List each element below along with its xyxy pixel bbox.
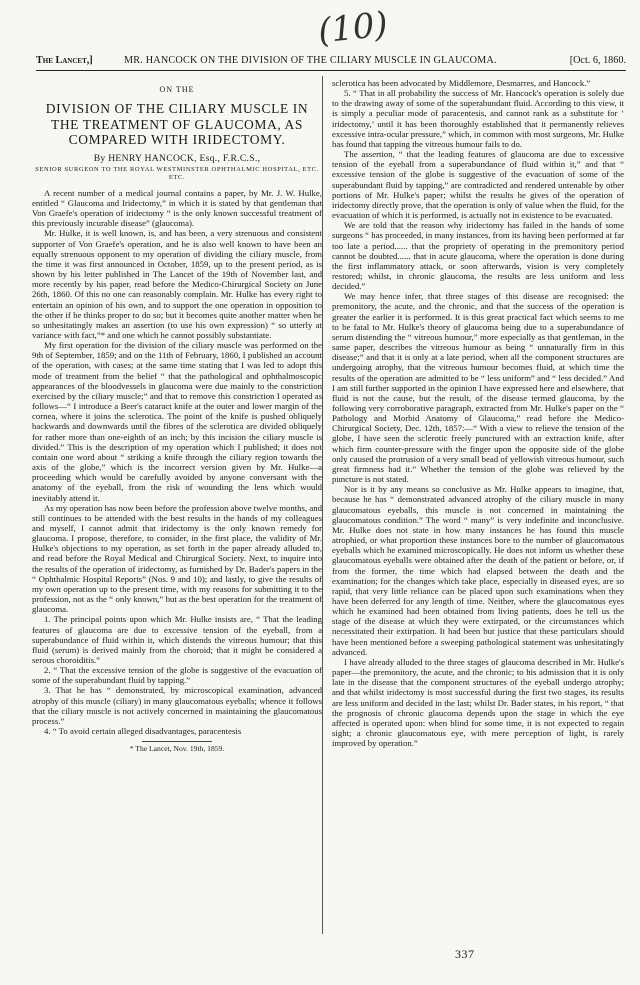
- paragraph: 5. “ That in all probability the success of Mr. Hancock's operation is solely due to the drawing away of some of the superabundant fluid. According to this view, it is simply a peculiar mode of paracentesis, and cannot rank as a substitute for ‘ iridectomy,’ until it has been thoroughly established that it permanently relieves excessive intra-ocular pressure,” which, in common with most surgeons, Mr. Hulke has found that tapping the vitreous humour fails to do.: [332, 88, 624, 149]
- footnote-rule: [142, 741, 212, 742]
- paragraph: Mr. Hulke, it is well known, is, and has been, a very strenuous and consistent supporter of Von Graefe's operation, and he is also well known to have been an equally strenuous opponent to my operation of dividing the ciliary muscle, from the time it was first announced in October, 1859, up to the present period, as is shown by his letter published in The Lancet of the 19th of November last, and more recently by his paper, read before the Medico-Chirurgical Society on June 26th, 1860. Of this no one can reasonably complain. Mr. Hulke has every right to entertain an opinion of his own, and to support the one operation in opposition to the other if he thinks proper to do so; but it becomes quite another matter when he so unhesitatingly makes an assertion (to use his own expression) “ so utterly at variance with fact,”* and one which he cannot possibly substantiate.: [32, 228, 322, 340]
- article-author: By HENRY HANCOCK, Esq., F.R.C.S.,: [93, 152, 261, 164]
- article-prefix: ON THE: [159, 85, 195, 94]
- author-affiliation: SENIOR SURGEON TO THE ROYAL WESTMINSTER OPHTHALMIC HOSPITAL, ETC. ETC.: [35, 165, 319, 181]
- paragraph: My first operation for the division of the ciliary muscle was performed on the 9th of September, 1859; and on the 11th of February, 1860, I published an account of the operation, with cases; at the same time stating that I was led to adopt this mode of treatment from the belief “ that the pathological and ophthalmoscopic appearances of the bloodvessels in glaucoma were due mainly to the constriction exercised by the ciliary muscle;” and that to remove this constriction I operated as follows—“ I introduce a Beer's cataract knife at the outer and lower margin of the cornea, where it joins the sclerotica. The point of the knife is pushed obliquely backwards and downwards until the fibres of the sclerotica are divided obliquely for rather more than one-eighth of an inch; by this incision the ciliary muscle is divided.” This is the description of my operation which I published; it does not contain one word about “ striking a knife through the ciliary region towards the axis of the globe,” which is the incorrect version given by Mr. Hulke—a proceeding which would be carefully avoided by anyone conversant with the anatomy of the eyeball, from the risk of wounding the lens which would inevitably attend it.: [32, 340, 322, 503]
- left-column: [32, 78, 322, 754]
- paragraph: 4. “ To avoid certain alleged disadvantages, paracentesis: [44, 726, 242, 737]
- paragraph: 1. The principal points upon which Mr. Hulke insists are, “ That the leading features of glaucoma are due to excessive tension of the eyeball, from a superabundance of fluid within it, which distends the vitreous humour; that this fluid (serum) is derived mainly from the choroid; that it might be considered a serous choroiditis.”: [32, 614, 322, 665]
- right-column: [332, 78, 624, 748]
- header-title: MR. HANCOCK ON THE DIVISION OF THE CILIARY MUSCLE IN GLAUCOMA.: [124, 55, 497, 66]
- article-title: DIVISION OF THE CILIARY MUSCLE IN THE TREATMENT OF GLAUCOMA, AS COMPARED WITH IRIDECTOMY.: [45, 101, 309, 148]
- header-journal: The Lancet,]: [36, 55, 93, 66]
- paragraph: sclerotica has been advocated by Middlemore, Desmarres, and Hancock.”: [332, 78, 591, 88]
- handwritten-folio-mark: (10): [316, 4, 390, 52]
- paragraph: Nor is it by any means so conclusive as Mr. Hulke appears to imagine, that, because he has “ demonstrated advanced atrophy of the ciliary muscle in many glaucomatous eyeballs, this muscle is not concerned in maintaining the glaucomatous condition.” The word “ many” is very indefinite and inconclusive. Mr. Hulke does not state in how many instances he has found this muscle atrophied, or what proportion these instances bore to the number of glaucomatous eyeballs which he examined microscopically. He does not inform us whether these glaucomatous eyeballs were obtained after the death of the patient or before, or, if from the former, the time which had elapsed between the death and the examination; for the changes which take place, especially in diseased eyes, are so rapid, that very little reliance can be placed upon such examinations when they have been deferred for any length of time. Neither, where the glaucomatous eyes which he examined had been obtained from living patients, does he tell us the stage of the disease at which they were extirpated, or the circumstances which necessitated their extirpation. It had been but justice that these particulars should have been mentioned before a sweeping pathological statement was unhesitatingly advanced.: [332, 484, 624, 657]
- paragraph: The assertion, “ that the leading features of glaucoma are due to excessive tension of the eyeball from a superabundance of fluid within it,” and that “ excessive tension of the globe is suggestive of the evacuation of some of the superabundant fluid by tapping,” are contradicted and rendered untenable by other portions of Mr. Hulke's paper; whilst the results he gives of the operation of iridectomy directly prove, that the operation is only of value when the fluid, for the evacuation of which it is performed, is actually not in existence to be evacuated.: [332, 149, 624, 221]
- header-date: [Oct. 6, 1860.: [569, 55, 626, 66]
- paragraph: We may hence infer, that three stages of this disease are recognised: the premonitory, the acute, and the chronic, and that the success of the operation is greater the earlier it is performed. It is this great practical fact which seems to me to be fatal to Mr. Hulke's theory of glaucoma being due to a superabundance of serum distending the “ vitreous humour,” more especially as that gentleman, in the same paper, describes the vitreous humour as being “ unnaturally firm in this disease;” and that it is only at a late period, when all the component structures are undergoing atrophy, that the vitreous humour becomes fluid, at which time the results of the operation are admitted to be “ less uniform” and “ less decided.” And I am still further supported in the opinion I have expressed here and elsewhere, that fluid is not the cause, but the result, of the disease termed glaucoma, by the following very corroborative paragraph, extracted from Mr. Hulke's paper on the “ Pathology and Morbid Anatomy of Glaucoma,” read before the Medico-Chirurgical Society, Dec. 12th, 1857:—“ With a view to relieve the tension of the globe, I have seen the sclerotic freely punctured with an extraction knife, after which firm counter-pressure with the finger upon the opposite side of the globe only caused the protrusion of a very small bead of yellowish vitreous humour, such great firmness had it.” Whether the tension of the globe was relieved by the puncture is not stated.: [332, 291, 624, 485]
- column-divider: [322, 76, 323, 934]
- page-number: 337: [455, 947, 475, 961]
- paragraph: I have already alluded to the three stages of glaucoma described in Mr. Hulke's paper—the premonitory, the acute, and the chronic; to his admission that it is only late in the disease that the component structures of the eyeball undergo atrophy; and that whilst iridectomy is most successful during the first two stages, its results are less uniform and decided in the last; whilst Dr. Bader states, in his report, “ that the prognosis of chronic glaucoma depends upon the stage in which the eye affected is operated upon: when blind for some time, it is not expected to regain sight; a chronic glaucomatous eye, with mere perception of light, is rarely improved by operation.”: [332, 656, 624, 749]
- paragraph: We are told that the reason why iridectomy has failed in the hands of some surgeons “ has proceeded, in many instances, from its having been performed at far too late a period...... that the propriety of operating in the premonitory period cannot be doubted...... that in acute glaucoma, where the operation is done during the first inflammatory attack, or soon afterwards, vision is very completely restored; whilst, in chronic glaucoma, the results are less uniform and less decided.”: [332, 220, 624, 292]
- running-header: [36, 52, 626, 71]
- paragraph: 3. That he has “ demonstrated, by microscopical examination, advanced atrophy of this muscle (ciliary) in many glaucomatous eyeballs; whence it follows that the ciliary muscle is not actively concerned in maintaining the glaucomatous process.”: [32, 685, 322, 726]
- footnote: * The Lancet, Nov. 19th, 1859.: [129, 744, 225, 754]
- paragraph: 2. “ That the excessive tension of the globe is suggestive of the evacuation of some of the superabundant fluid by tapping.”: [32, 665, 322, 686]
- paragraph: As my operation has now been before the profession above twelve months, and still continues to be attended with the best results in the hands of my colleagues and myself, I cannot admit that iridectomy is the only known remedy for glaucoma. I propose, therefore, to consider, in the first place, the validity of Mr. Hulke's objections to my operation, as set forth in the paper already alluded to, and read before the Royal Medical and Chirurgical Society. Next, to inquire into the results of the operation of iridectomy, as furnished by Dr. Bader's papers in the “ Ophthalmic Hospital Reports” (Nos. 9 and 10); and lastly, to give the results of my own operation up to the present time, with my reasons for submitting it to the profession, not as the “ only known,” but as the best operation for the treatment of glaucoma.: [32, 502, 322, 615]
- paragraph: A recent number of a medical journal contains a paper, by Mr. J. W. Hulke, entitled “ Glaucoma and Iridectomy,” in which it is stated by that gentleman that Von Graefe's operation of iridectomy “ is the only known successful treatment of this previously incurable disease” (glaucoma).: [32, 187, 322, 229]
